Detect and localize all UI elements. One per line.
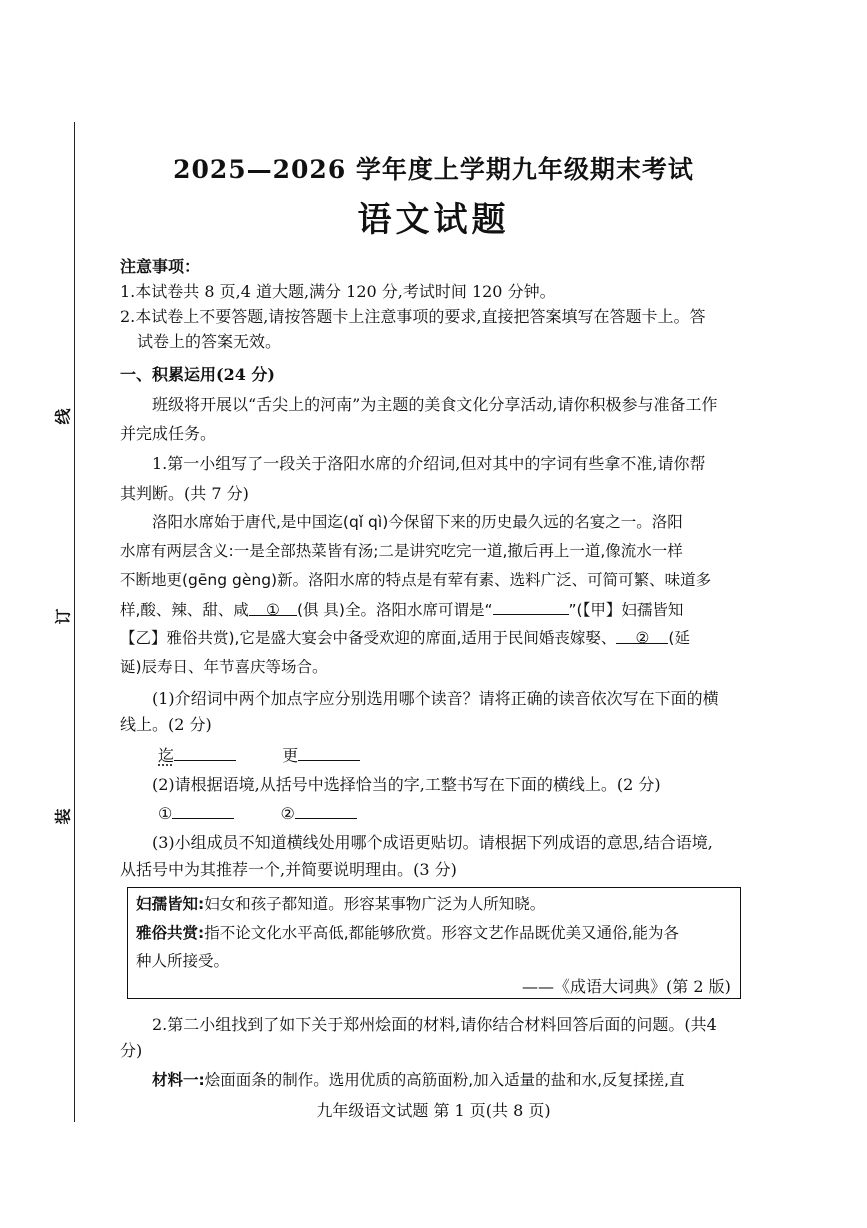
q1-sub1-a: (1)介绍词中两个加点字应分别选用哪个读音？请将正确的读音依次写在下面的横 xyxy=(152,689,719,708)
passage-line-4-c: ”(【甲】妇孺皆知 xyxy=(568,601,684,619)
answer-1-blank-1[interactable] xyxy=(174,742,236,761)
answer-1-blank-2[interactable] xyxy=(298,742,360,761)
idiom-1 xyxy=(136,891,545,917)
notes-heading: 注意事项： xyxy=(120,257,201,276)
passage-line-1: 洛阳水席始于唐代,是中国迄(qǐ qì)今保留下来的历史最久远的名宴之一。洛阳 xyxy=(152,513,683,531)
material-1 xyxy=(152,1067,685,1093)
passage-line-6: 诞)辰寿日、年节喜庆等场合。 xyxy=(120,658,328,676)
notes-item-1: 1.本试卷共 8 页,4 道大题,满分 120 分,考试时间 120 分钟。 xyxy=(120,282,556,301)
passage-line-4-a: 样,酸、辣、甜、咸 xyxy=(120,601,249,619)
idiom-2-definition-a: 指不论文化水平高低,都能够欣赏。形容文艺作品既优美又通俗,能为各 xyxy=(204,924,680,942)
material-1-label: 材料一: xyxy=(152,1071,205,1089)
idiom-blank[interactable] xyxy=(493,596,569,615)
idiom-1-definition: 妇女和孩子都知道。形容某事物广泛为人所知晓。 xyxy=(204,895,546,913)
exam-title: 2025—2026 学年度上学期九年级期末考试 xyxy=(173,155,694,184)
notes-item-2a: 2.本试卷上不要答题,请按答题卡上注意事项的要求,直接把答案填写在答题卡上。答 xyxy=(120,307,706,326)
answer-2-blank-2[interactable] xyxy=(295,800,357,819)
idiom-2-term: 雅俗共赏: xyxy=(136,924,205,942)
answer-1-label-1: 迄 xyxy=(158,746,175,765)
material-1-text: 烩面面条的制作。选用优质的高筋面粉,加入适量的盐和水,反复揉搓,直 xyxy=(204,1071,685,1089)
passage-line-4-b: (俱 具)全。洛阳水席可谓是“ xyxy=(296,601,493,619)
idiom-1-term: 妇孺皆知: xyxy=(136,895,205,913)
section-intro-a: 班级将开展以“舌尖上的河南”为主题的美食文化分享活动,请你积极参与准备工作 xyxy=(152,395,718,414)
idiom-2 xyxy=(136,920,679,946)
q1-sub1-b: 线上。(2 分) xyxy=(120,715,212,734)
q1-stem-a: 1.第一小组写了一段关于洛阳水席的介绍词,但对其中的字词有些拿不准,请你帮 xyxy=(152,454,706,473)
q1-stem-b: 其判断。(共 7 分) xyxy=(120,484,249,503)
answer-1-label-2: 更 xyxy=(282,746,299,765)
notes-item-2b: 试卷上的答案无效。 xyxy=(137,332,282,351)
answer-blank-2[interactable] xyxy=(616,625,668,647)
q2-stem-b: 分) xyxy=(120,1041,143,1060)
passage-line-5 xyxy=(120,625,690,651)
page-footer: 九年级语文试题 第 1 页(共 8 页) xyxy=(316,1101,551,1120)
binding-mark-middle: 订 xyxy=(53,608,73,625)
answer-2-label-2: ② xyxy=(280,804,295,823)
blank-1-number: ① xyxy=(265,601,280,619)
binding-mark-top: 线 xyxy=(53,408,73,425)
binding-margin-line xyxy=(74,122,75,1122)
section-intro-b: 并完成任务。 xyxy=(120,424,217,443)
q1-sub2: (2)请根据语境,从括号中选择恰当的字,工整书写在下面的横线上。(2 分) xyxy=(152,775,661,794)
passage-line-4 xyxy=(120,596,683,623)
passage-line-5-a: 【乙】雅俗共赏),它是盛大宴会中备受欢迎的席面,适用于民间婚丧嫁娶、 xyxy=(120,629,617,647)
section-heading: 一、积累运用(24 分) xyxy=(120,365,275,384)
answer-row-1 xyxy=(158,742,360,769)
passage-line-2: 水席有两层含义:一是全部热菜皆有汤;二是讲究吃完一道,撤后再上一道,像流水一样 xyxy=(120,542,683,560)
answer-2-blank-1[interactable] xyxy=(172,800,234,819)
q1-sub3-a: (3)小组成员不知道横线处用哪个成语更贴切。请根据下列成语的意思,结合语境, xyxy=(152,833,713,852)
q2-stem-a: 2.第二小组找到了如下关于郑州烩面的材料,请你结合材料回答后面的问题。(共4 xyxy=(152,1015,717,1034)
passage-line-5-b: (延 xyxy=(668,629,690,647)
idiom-2-definition-b: 种人所接受。 xyxy=(136,952,230,970)
passage-line-3: 不断地更(gēng gèng)新。洛阳水席的特点是有荤有素、选料广泛、可简可繁、味道多 xyxy=(120,571,712,589)
blank-2-number: ② xyxy=(635,629,650,647)
answer-2-label-1: ① xyxy=(158,804,173,823)
binding-mark-bottom: 装 xyxy=(53,808,73,825)
q1-sub3-b: 从括号中为其推荐一个,并简要说明理由。(3 分) xyxy=(120,860,457,879)
exam-subtitle: 语文试题 xyxy=(357,200,510,240)
answer-blank-1[interactable] xyxy=(249,597,297,619)
answer-row-2 xyxy=(158,800,357,827)
idiom-source: ——《成语大词典》(第 2 版) xyxy=(522,977,731,996)
